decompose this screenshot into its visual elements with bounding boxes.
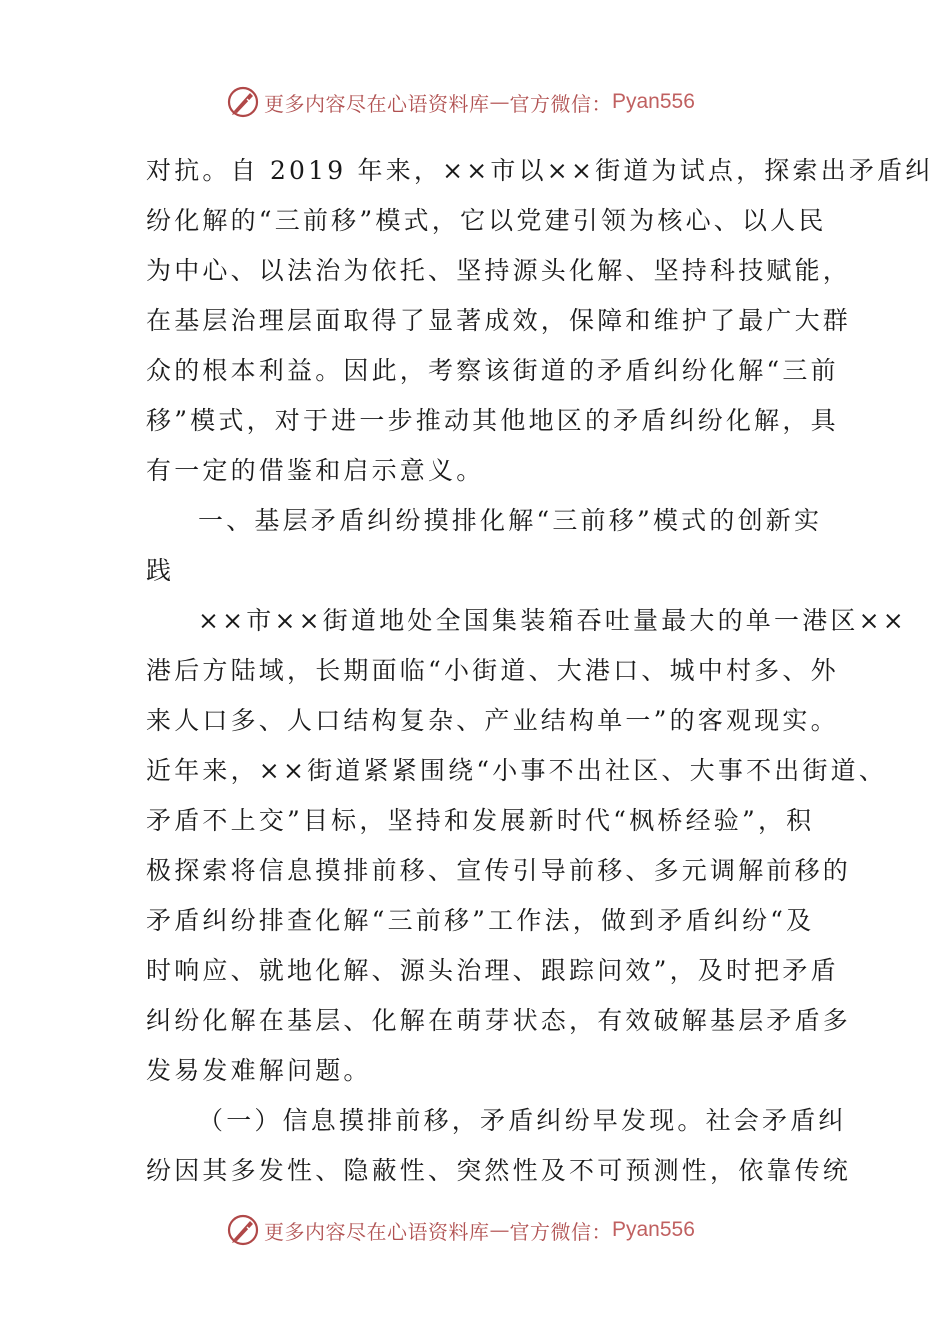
text-line: 纠纷化解在基层、化解在萌芽状态，有效破解基层矛盾多 <box>146 1006 852 1035</box>
text-line: 众的根本利益。因此，考察该街道的矛盾纠纷化解“三前 <box>146 356 839 385</box>
text-line: 在基层治理层面取得了显著成效，保障和维护了最广大群 <box>146 306 852 335</box>
text-line: 时响应、就地化解、源头治理、跟踪问效”，及时把矛盾 <box>146 956 839 985</box>
text-line: 发易发难解问题。 <box>146 1056 372 1085</box>
banner-separator: — <box>489 1218 510 1242</box>
text-line: 极探索将信息摸排前移、宣传引导前移、多元调解前移的 <box>146 856 852 885</box>
pen-logo-icon <box>226 85 260 119</box>
subsection-heading: （一）信息摸排前移，矛盾纠纷早发现。社会矛盾纠 <box>198 1106 847 1135</box>
banner-wechat-id: Pyan556 <box>612 1218 695 1241</box>
text-line: ××市××街道地处全国集装箱吞吐量最大的单一港区×× <box>198 606 907 635</box>
section-heading: 一、基层矛盾纠纷摸排化解“三前移”模式的创新实 <box>198 506 823 535</box>
text-line: 纷化解的“三前移”模式，它以党建引领为核心、以人民 <box>146 206 827 235</box>
banner-wechat-id: Pyan556 <box>612 90 695 113</box>
text-line: 纷因其多发性、隐蔽性、突然性及不可预测性，依靠传统 <box>146 1156 852 1185</box>
document-body <box>146 146 934 1196</box>
text-line: 来人口多、人口结构复杂、产业结构单一”的客观现实。 <box>146 706 839 735</box>
text-line: 移”模式，对于进一步推动其他地区的矛盾纠纷化解，具 <box>146 406 839 435</box>
banner-wechat-label: 官方微信： <box>509 1219 612 1244</box>
text-line: 矛盾不上交”目标，坚持和发展新时代“枫桥经验”，积 <box>146 806 815 835</box>
pen-logo-icon <box>226 1213 260 1247</box>
banner-text: 更多内容尽在心语资料库 <box>264 1219 490 1244</box>
footer-watermark <box>226 1210 746 1250</box>
header-watermark <box>226 82 746 122</box>
banner-text: 更多内容尽在心语资料库 <box>264 91 490 116</box>
text-line: 为中心、以法治为依托、坚持源头化解、坚持科技赋能， <box>146 256 852 285</box>
text-line: 有一定的借鉴和启示意义。 <box>146 456 485 485</box>
banner-wechat-label: 官方微信： <box>509 91 612 116</box>
section-heading-cont: 践 <box>146 556 175 585</box>
text-line: 近年来，××街道紧紧围绕“小事不出社区、大事不出街道、 <box>146 756 888 785</box>
banner-separator: — <box>489 90 510 114</box>
text-line: 矛盾纠纷排查化解“三前移”工作法，做到矛盾纠纷“及 <box>146 906 815 935</box>
text-line: 港后方陆域，长期面临“小街道、大港口、城中村多、外 <box>146 656 839 685</box>
text-line: 对抗。自 2019 年来，××市以××街道为试点，探索出矛盾纠 <box>146 156 934 185</box>
